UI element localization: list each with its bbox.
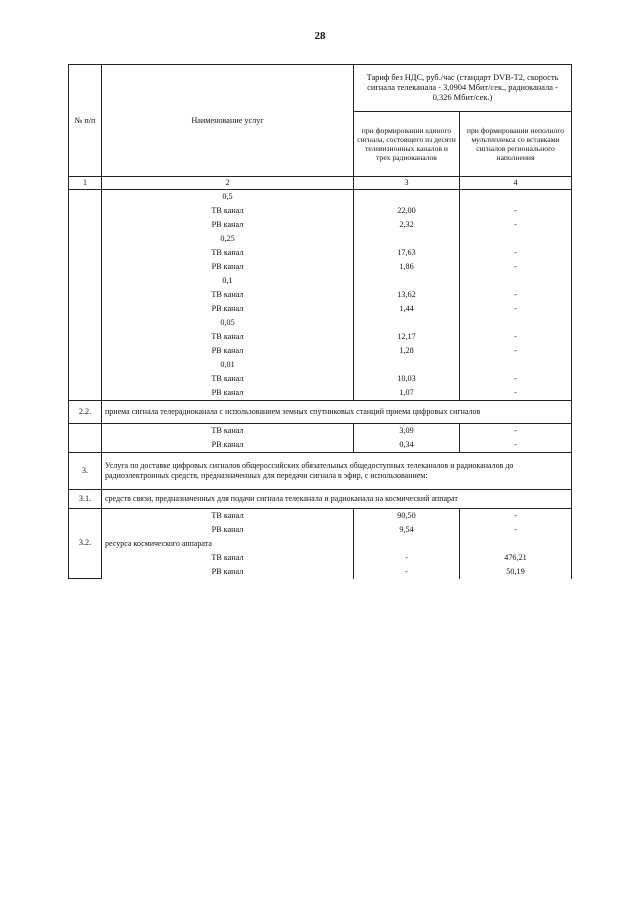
table-row — [69, 508, 572, 523]
header-service: Наименование услуг — [102, 65, 354, 177]
page-number: 28 — [314, 30, 326, 42]
value-col3: 2,32 — [354, 218, 460, 232]
value-col4: - — [460, 204, 572, 218]
table-row — [69, 204, 572, 218]
section-text: средств связи, предназначенных для подачи сигнала телеканала и радиоканала на космический аппарат — [102, 489, 572, 508]
service-label: РВ канал — [102, 218, 354, 232]
value-col4: - — [460, 246, 572, 260]
section-number: 3. — [69, 452, 102, 489]
header-col3: при формировании единого сигнала, состоящего из десяти телевизионных каналов и трех радиоканалов — [354, 112, 460, 177]
value-col3: 1,86 — [354, 260, 460, 274]
table-row — [69, 302, 572, 316]
value-col4: - — [460, 372, 572, 386]
header-col4: при формировании неполного мультиплекса со вставками сигналов регионального наполнения — [460, 112, 572, 177]
value-col4: - — [460, 330, 572, 344]
value-col4: - — [460, 523, 572, 537]
table-row — [69, 232, 572, 246]
service-label: РВ канал — [102, 565, 354, 579]
section-row — [69, 489, 572, 508]
value-col4: - — [460, 386, 572, 401]
table-row — [69, 551, 572, 565]
service-label: 0,1 — [102, 274, 354, 288]
value-col4: - — [460, 344, 572, 358]
row-number — [69, 189, 102, 400]
value-col4: 476,21 — [460, 551, 572, 565]
header-num: № п/п — [69, 65, 102, 177]
value-col3: 9,54 — [354, 523, 460, 537]
section-number: 2.2. — [69, 400, 102, 423]
section-number: 3.1. — [69, 489, 102, 508]
value-col3: 17,63 — [354, 246, 460, 260]
value-col4 — [460, 316, 572, 330]
value-col3 — [354, 358, 460, 372]
value-col4 — [460, 274, 572, 288]
service-label: ТВ канал — [102, 330, 354, 344]
service-label: 0,01 — [102, 358, 354, 372]
table-row — [69, 358, 572, 372]
service-label: ТВ канал — [102, 423, 354, 438]
value-col4 — [460, 189, 572, 204]
value-col4: 50,19 — [460, 565, 572, 579]
value-col3 — [354, 189, 460, 204]
value-col3: 1,28 — [354, 344, 460, 358]
value-col4 — [460, 232, 572, 246]
value-col3 — [354, 537, 460, 551]
service-label: РВ канал — [102, 523, 354, 537]
value-col3: 90,50 — [354, 508, 460, 523]
index-cell: 1 — [69, 177, 102, 190]
section-text: Услуга по доставке цифровых сигналов общероссийских обязательных общедоступных телеканалов и радиоканалов до радиоэлектронных средств, предназначенных для передачи сигнала в эфир, с использованием: — [102, 452, 572, 489]
value-col4: - — [460, 302, 572, 316]
table-row — [69, 316, 572, 330]
value-col4: - — [460, 218, 572, 232]
index-cell: 3 — [354, 177, 460, 190]
value-col3: 13,62 — [354, 288, 460, 302]
service-label: ТВ канал — [102, 508, 354, 523]
value-col4: - — [460, 288, 572, 302]
table-row — [69, 565, 572, 579]
header-row — [69, 65, 572, 112]
service-label: ТВ канал — [102, 288, 354, 302]
table-row — [69, 246, 572, 260]
value-col3: 22,00 — [354, 204, 460, 218]
value-col3: 3,09 — [354, 423, 460, 438]
table-row — [69, 423, 572, 438]
value-col4: - — [460, 508, 572, 523]
service-label: ТВ канал — [102, 551, 354, 565]
value-col3: 1,44 — [354, 302, 460, 316]
service-label: РВ канал — [102, 386, 354, 401]
value-col4 — [460, 358, 572, 372]
value-col3: 0,34 — [354, 438, 460, 453]
value-col3 — [354, 274, 460, 288]
index-cell: 4 — [460, 177, 572, 190]
table-row — [69, 386, 572, 401]
service-label: РВ канал — [102, 344, 354, 358]
subsection-row — [69, 537, 572, 551]
row-number: 3.2. — [69, 508, 102, 579]
value-col4: - — [460, 438, 572, 453]
service-label: 0,5 — [102, 189, 354, 204]
value-col3: - — [354, 565, 460, 579]
header-tariff: Тариф без НДС, руб./час (стандарт DVB-T2, скорость сигнала телеканала - 3,0904 Мбит/сек., радиоканала - 0,326 Мбит/сек.) — [354, 65, 572, 112]
value-col3 — [354, 232, 460, 246]
table-row — [69, 260, 572, 274]
value-col3: - — [354, 551, 460, 565]
service-label: 0,05 — [102, 316, 354, 330]
service-label: РВ канал — [102, 438, 354, 453]
index-cell: 2 — [102, 177, 354, 190]
section-text: приема сигнала телерадиоканала с использованием земных спутниковых станций приема цифровых сигналов — [102, 400, 572, 423]
service-label: ТВ канал — [102, 246, 354, 260]
table-row — [69, 523, 572, 537]
row-number — [69, 423, 102, 452]
service-label: 0,25 — [102, 232, 354, 246]
value-col3: 10,03 — [354, 372, 460, 386]
service-label: РВ канал — [102, 302, 354, 316]
table-row — [69, 330, 572, 344]
table-row — [69, 438, 572, 453]
table-row — [69, 218, 572, 232]
index-row — [69, 177, 572, 190]
service-label: ТВ канал — [102, 372, 354, 386]
value-col3: 12,17 — [354, 330, 460, 344]
subsection-text: ресурса космического аппарата — [102, 537, 354, 551]
section-row — [69, 400, 572, 423]
value-col4 — [460, 537, 572, 551]
table-row — [69, 288, 572, 302]
service-label: РВ канал — [102, 260, 354, 274]
value-col3 — [354, 316, 460, 330]
value-col4: - — [460, 260, 572, 274]
table-row — [69, 372, 572, 386]
section-row — [69, 452, 572, 489]
value-col3: 1,07 — [354, 386, 460, 401]
table-row — [69, 274, 572, 288]
table-row — [69, 344, 572, 358]
tariff-table — [68, 64, 572, 579]
service-label: ТВ канал — [102, 204, 354, 218]
table-row — [69, 189, 572, 204]
value-col4: - — [460, 423, 572, 438]
